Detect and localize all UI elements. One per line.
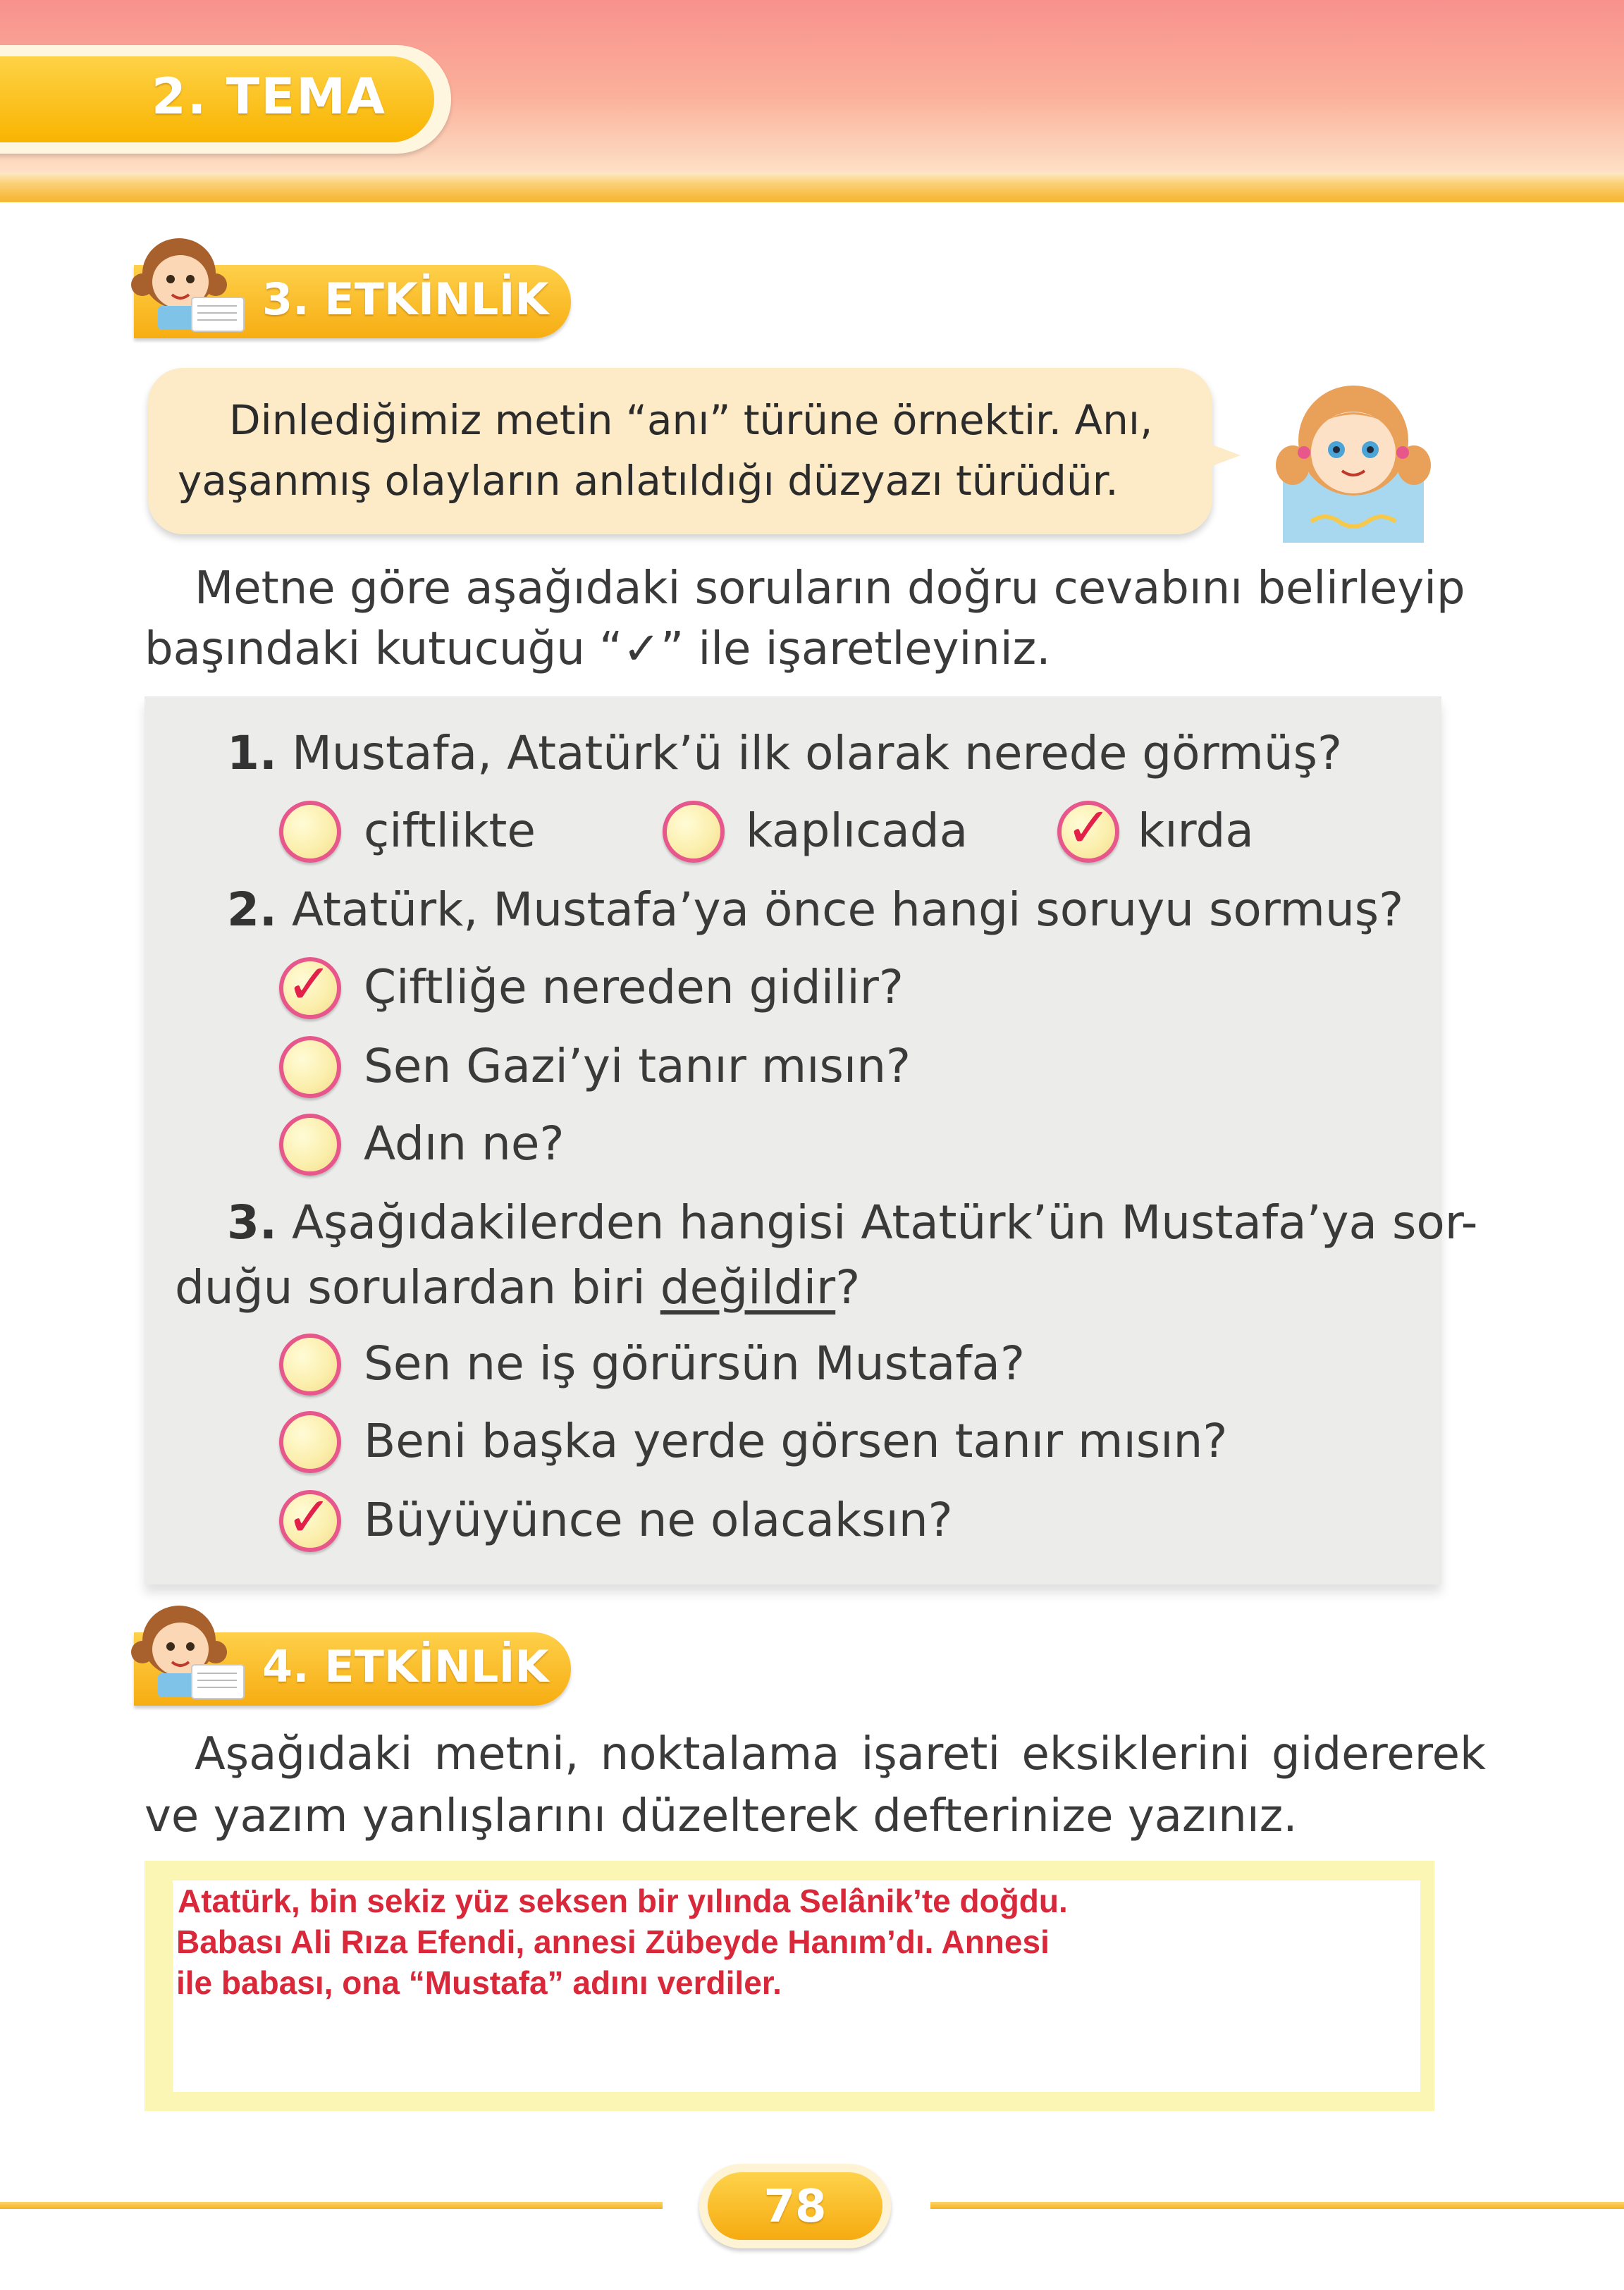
activity3-instruction-line-2: başındaki kutucuğu “✓” ile işaretleyiniz.	[144, 623, 1051, 675]
question-2-number: 2.	[227, 882, 277, 937]
page-number: 78	[763, 2181, 827, 2233]
header-stripe	[0, 173, 1624, 198]
question-3-emphasis: değildir	[660, 1260, 836, 1315]
question-3-number: 3.	[227, 1195, 277, 1250]
answer-line-1: Atatürk, bin sekiz yüz seksen bir yılında Selânik’te doğdu.	[178, 1883, 1068, 1919]
q2-option-2-checkbox[interactable]	[279, 1036, 341, 1098]
question-1-text: Mustafa, Atatürk’ü ilk olarak nerede görmüş?	[291, 726, 1343, 780]
speech-bubble-tail	[1207, 443, 1241, 468]
activity3-instruction-line-1: Metne göre aşağıdaki soruların doğru cevabını belirleyip	[195, 562, 1465, 615]
header-divider	[0, 198, 1624, 202]
question-2	[227, 882, 1403, 937]
q1-option-1-label: çiftlikte	[364, 804, 536, 858]
activity4-title: 4. ETKİNLİK	[262, 1641, 549, 1692]
q2-option-3-label: Adın ne?	[364, 1116, 565, 1171]
q3-option-3-check-icon: ✓	[286, 1486, 333, 1549]
info-speech-bubble	[148, 368, 1212, 534]
footer-line-left	[0, 2202, 663, 2209]
question-1-number: 1.	[227, 726, 277, 780]
activity4-instruction-line-2: ve yazım yanlışlarını düzelterek defterinize yazınız.	[144, 1790, 1298, 1842]
tema-label: 2. TEMA	[152, 68, 387, 125]
question-2-text: Atatürk, Mustafa’ya önce hangi soruyu sormuş?	[291, 882, 1404, 937]
q1-option-2-checkbox[interactable]	[663, 801, 725, 863]
q1-option-2-label: kaplıcada	[746, 804, 968, 858]
q3-option-2-checkbox[interactable]	[279, 1411, 341, 1473]
q1-option-3-label: kırda	[1138, 804, 1254, 858]
question-3-line-1	[227, 1195, 1477, 1250]
q2-option-3-checkbox[interactable]	[279, 1114, 341, 1176]
q3-option-2-label: Beni başka yerde görsen tanır mısın?	[364, 1414, 1228, 1468]
q2-option-1-label: Çiftliğe nereden gidilir?	[364, 960, 904, 1014]
girl-reading-icon	[124, 230, 258, 336]
q2-option-1-check-icon: ✓	[286, 953, 333, 1016]
question-3-line-2	[175, 1260, 860, 1315]
question-3-text-before: duğu sorulardan biri	[175, 1260, 660, 1315]
girl-character-illustration	[1269, 374, 1438, 543]
bubble-line-1: Dinlediğimiz metin “anı” türüne örnektir. Anı,	[229, 396, 1153, 444]
bubble-line-2: yaşanmış olayların anlatıldığı düzyazı türüdür.	[178, 457, 1119, 505]
answer-line-3: ile babası, ona “Mustafa” adını verdiler.	[176, 1964, 782, 2001]
q3-option-1-checkbox[interactable]	[279, 1334, 341, 1396]
q2-option-2-label: Sen Gazi’yi tanır mısın?	[364, 1039, 911, 1093]
q1-option-1-checkbox[interactable]	[279, 801, 341, 863]
girl-reading-icon	[124, 1597, 258, 1703]
answer-line-2: Babası Ali Rıza Efendi, annesi Zübeyde Hanım’dı. Annesi	[176, 1923, 1050, 1960]
footer-line-right	[930, 2202, 1624, 2209]
question-3-text-after: ?	[835, 1260, 861, 1315]
activity3-title: 3. ETKİNLİK	[262, 273, 549, 325]
q3-option-3-label: Büyüyünce ne olacaksın?	[364, 1493, 953, 1547]
activity4-instruction-line-1: Aşağıdaki metni, noktalama işareti eksiklerini gidererek	[195, 1728, 1487, 1780]
q1-option-3-check-icon: ✓	[1066, 796, 1112, 860]
question-3-text-line-1: Aşağıdakilerden hangisi Atatürk’ün Mustafa’ya sor-	[291, 1195, 1478, 1250]
q3-option-1-label: Sen ne iş görürsün Mustafa?	[364, 1336, 1026, 1391]
question-1	[227, 726, 1342, 780]
